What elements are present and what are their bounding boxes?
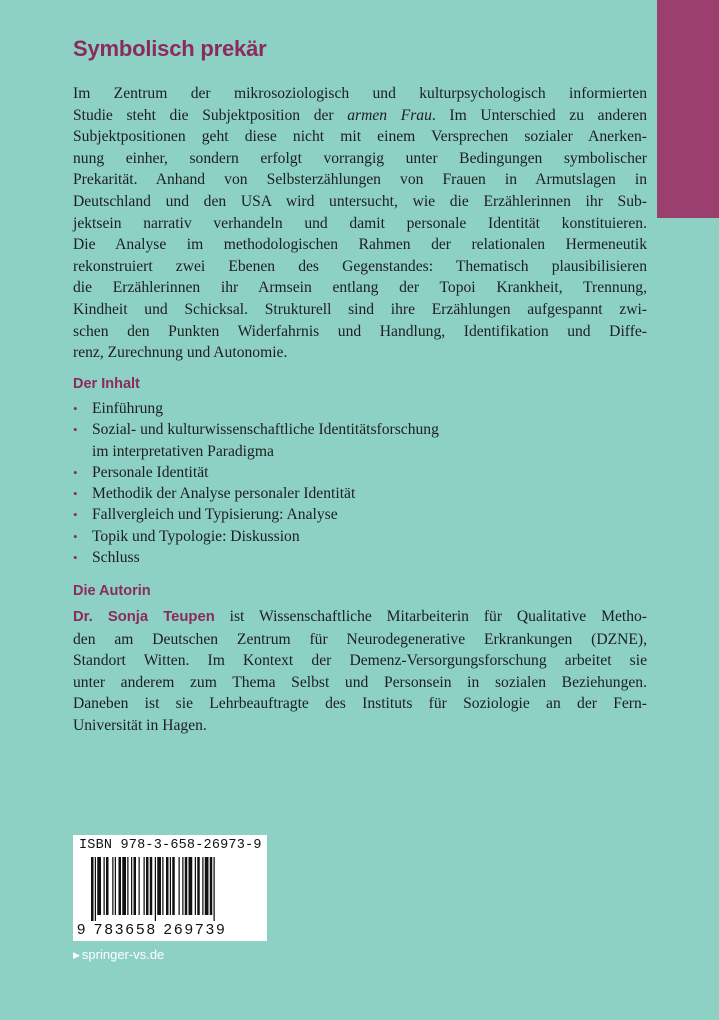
contents-item: • Schluss bbox=[73, 547, 647, 568]
contents-item: • Personale Identität bbox=[73, 462, 647, 483]
text-line: Deutschland und den USA wird untersucht, wie die Erzählerinnen ihr Sub- bbox=[73, 192, 647, 210]
barcode-bar bbox=[170, 857, 171, 915]
barcode-bar bbox=[195, 857, 196, 915]
corner-decoration bbox=[657, 0, 719, 218]
emphasis: armen Frau bbox=[347, 106, 432, 124]
barcode-bar bbox=[134, 857, 137, 915]
bullet-icon: • bbox=[73, 401, 78, 416]
barcode-bar bbox=[104, 857, 105, 915]
text-line: renz, Zurechnung und Autonomie. bbox=[73, 344, 288, 362]
text-line: Studie steht die Subjektposition der armen Frau. Im Unterschied zu anderen bbox=[73, 106, 647, 124]
barcode-bar bbox=[139, 857, 140, 915]
bullet-icon: • bbox=[73, 507, 78, 523]
contents-heading: Der Inhalt bbox=[73, 376, 140, 392]
bullet-icon: • bbox=[73, 528, 78, 544]
barcode-bar bbox=[205, 857, 209, 915]
barcode-bar bbox=[202, 857, 203, 915]
bullet-icon: • bbox=[73, 464, 78, 480]
text-line: jektsein narrativ verhandeln und damit personale Identität konstituieren. bbox=[73, 214, 647, 232]
bullet-icon: • bbox=[73, 422, 78, 438]
barcode-bar bbox=[146, 857, 149, 915]
text-line: Im Zentrum der mikrosoziologisch und kulturpsychologisch informierten bbox=[73, 85, 647, 102]
text-line: Kindheit und Schicksal. Strukturell sind ihre Erzählungen aufgespannt zwi- bbox=[73, 300, 647, 318]
abstract bbox=[73, 83, 647, 364]
contents-item: • Sozial- und kulturwissenschaftliche Identitätsforschung im interpretativen Paradigma bbox=[73, 421, 439, 460]
barcode-bar bbox=[119, 857, 122, 915]
author-heading: Die Autorin bbox=[73, 583, 151, 599]
text-line: Dr. Sonja Teupen ist Wissenschaftliche Mitarbeiterin für Qualitative Metho- bbox=[73, 608, 647, 625]
barcode-bar bbox=[112, 857, 113, 915]
text-line: unter anderem zum Thema Selbst und Personsein in sozialen Beziehungen. bbox=[73, 673, 647, 691]
text-line: die Erzählerinnen ihr Armsein entlang der Topoi Krankheit, Trennung, bbox=[73, 279, 647, 297]
text-line: nung einher, sondern erfolgt vorrangig unter Bedingungen symbolischer bbox=[73, 149, 647, 167]
barcode-bar bbox=[182, 857, 183, 915]
book-title: Symbolisch prekär bbox=[73, 36, 267, 61]
website-text: springer-vs.de bbox=[81, 947, 165, 962]
barcode-bar bbox=[210, 857, 213, 915]
barcode-bar bbox=[162, 857, 163, 915]
barcode-bar bbox=[91, 857, 94, 921]
text-line: rekonstruiert zwei Ebenen des Gegenstandes: Thematisch plausibilisieren bbox=[73, 257, 647, 275]
barcode-bar bbox=[197, 857, 200, 915]
barcode-bar bbox=[189, 857, 193, 915]
barcode-bar bbox=[95, 857, 96, 921]
author-name: Dr. Sonja Teupen bbox=[73, 609, 215, 625]
barcode-bar bbox=[185, 857, 188, 915]
barcode-bar bbox=[106, 857, 109, 915]
barcode-bar bbox=[214, 857, 215, 921]
bullet-icon: • bbox=[73, 550, 78, 566]
barcode-bar bbox=[97, 857, 101, 915]
barcode-bar bbox=[131, 857, 132, 915]
barcode-bar bbox=[155, 857, 156, 921]
text-line: Standort Witten. Im Kontext der Demenz-Versorgungsforschung arbeitet sie bbox=[73, 652, 647, 670]
contents-list bbox=[73, 398, 647, 568]
text-line: Subjektpositionen geht diese nicht mit einem Versprechen sozialer Anerken- bbox=[73, 128, 647, 146]
barcode-bar bbox=[172, 857, 175, 915]
barcode-bar bbox=[144, 857, 145, 915]
isbn-label: ISBN 978-3-658-26973-9 bbox=[79, 838, 262, 853]
triangle-arrow-icon: ▶ bbox=[73, 950, 80, 960]
barcode-bars bbox=[91, 857, 251, 921]
text-line: Prekarität. Anhand von Selbsterzählungen von Frauen in Armutslagen in bbox=[73, 171, 647, 189]
text-line: Die Analyse im methodologischen Rahmen der relationalen Hermeneutik bbox=[73, 236, 647, 254]
bullet-icon: • bbox=[73, 486, 78, 502]
barcode-bar bbox=[157, 857, 161, 915]
barcode-bar bbox=[166, 857, 169, 915]
barcode-bar bbox=[115, 857, 116, 915]
barcode-digits: 9 783658 269739 bbox=[77, 921, 227, 938]
barcode-bar bbox=[127, 857, 128, 915]
publisher-website bbox=[73, 947, 164, 962]
text-line: Daneben ist sie Lehrbeauftragte des Instituts für Soziologie an der Fern- bbox=[73, 695, 647, 713]
contents-item: • Topik und Typologie: Diskussion bbox=[73, 526, 647, 547]
text-line: Universität in Hagen. bbox=[73, 716, 207, 734]
barcode-bar bbox=[179, 857, 180, 915]
barcode-bar bbox=[122, 857, 126, 915]
text-line: schen den Punkten Widerfahrnis und Handlung, Identifikation und Diffe- bbox=[73, 322, 647, 340]
isbn-barcode bbox=[73, 835, 267, 941]
contents-item: • Fallvergleich und Typisierung: Analyse bbox=[73, 504, 647, 525]
text-line: den am Deutschen Zentrum für Neurodegenerative Erkrankungen (DZNE), bbox=[73, 630, 647, 648]
contents-item: • Methodik der Analyse personaler Identität bbox=[73, 483, 647, 504]
author-bio bbox=[73, 606, 647, 737]
barcode-bar bbox=[150, 857, 153, 915]
contents-item: • Einführung bbox=[73, 398, 647, 419]
